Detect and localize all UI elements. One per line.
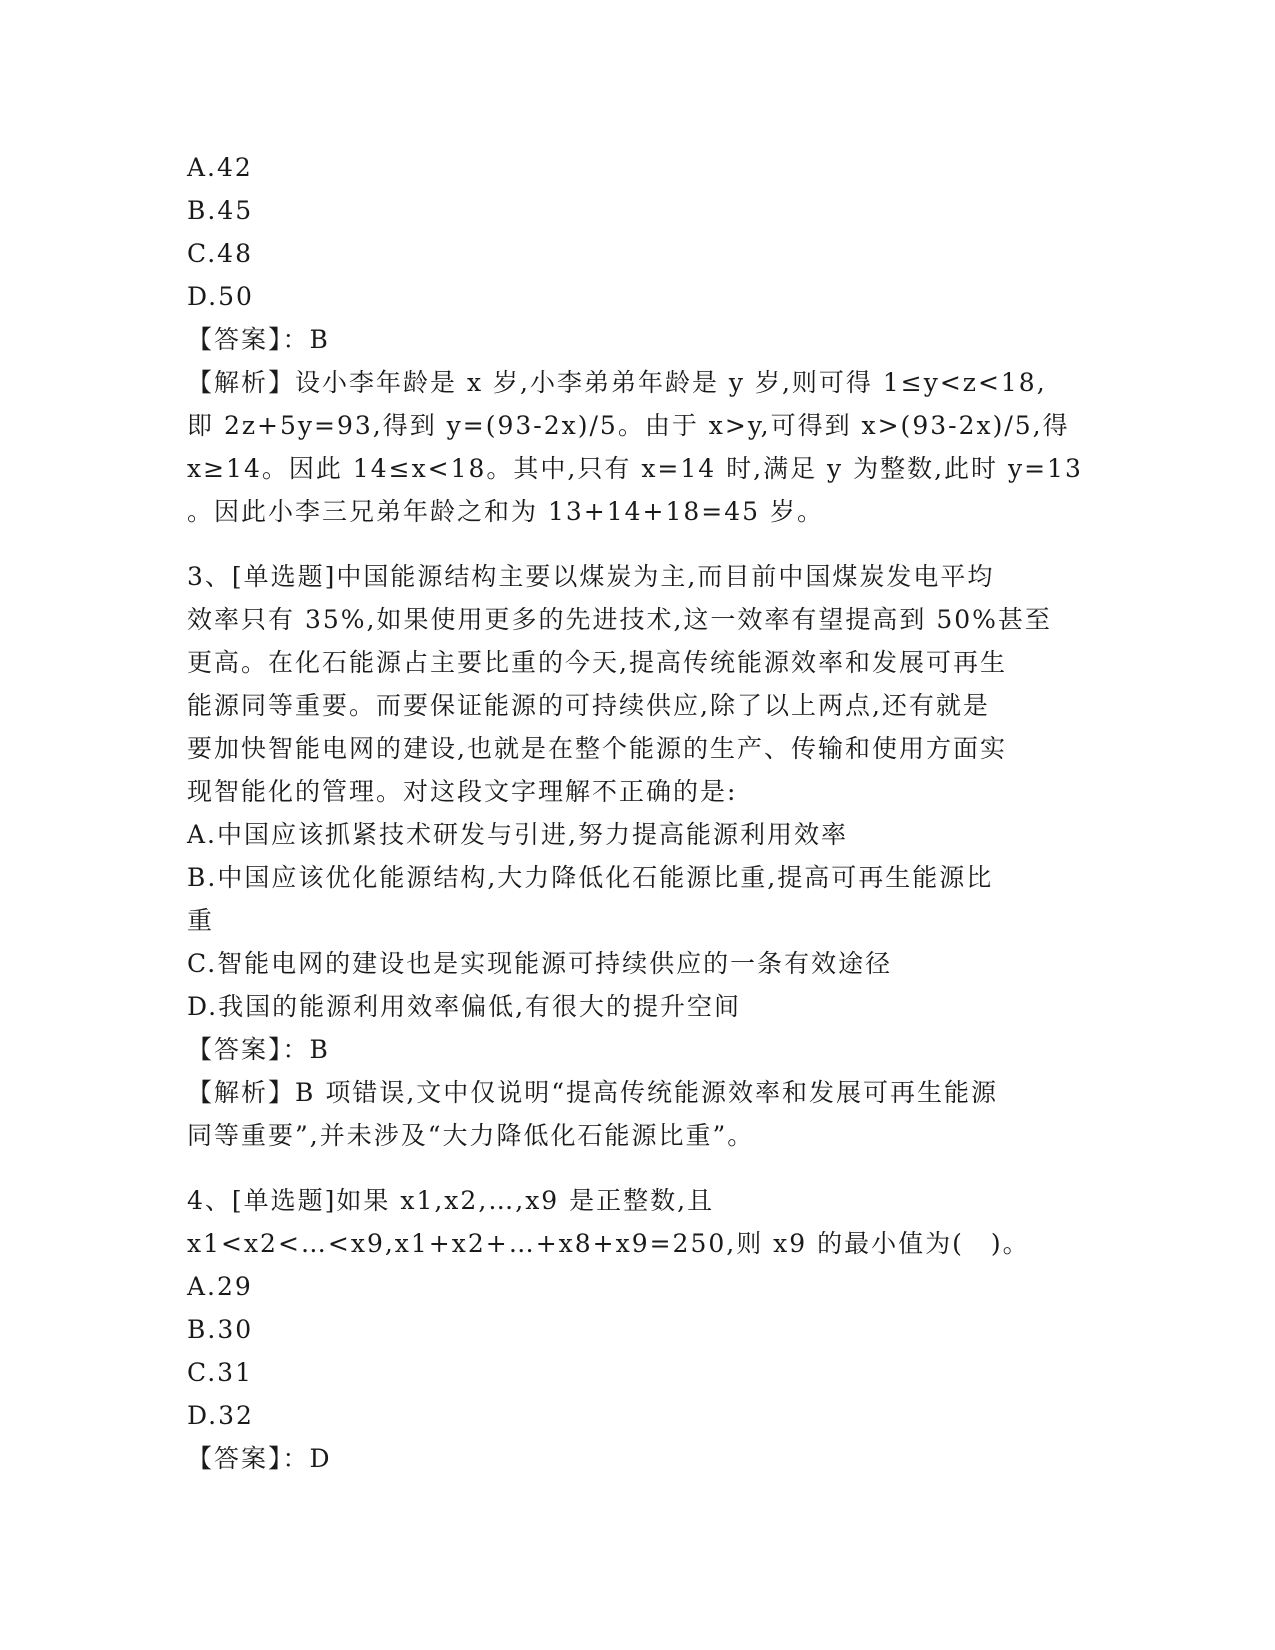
analysis-line: 即 2z+5y=93,得到 y=(93-2x)/5。由于 x>y,可得到 x>(93-2x)/5,得 — [187, 411, 1070, 440]
document-content — [187, 146, 1087, 1480]
option-b-continued: 重 — [187, 906, 215, 935]
option-d: D.32 — [187, 1401, 254, 1430]
option-d: D.50 — [187, 282, 254, 311]
option-a: A.42 — [187, 153, 253, 182]
spacer — [187, 533, 1087, 555]
option-d: D.我国的能源利用效率偏低,有很大的提升空间 — [187, 992, 742, 1021]
question-stem-line: 要加快智能电网的建设,也就是在整个能源的生产、传输和使用方面实 — [187, 734, 1007, 763]
answer: 【答案】：B — [187, 1035, 330, 1064]
option-b: B.中国应该优化能源结构,大力降低化石能源比重,提高可再生能源比 — [187, 863, 994, 892]
answer: 【答案】：B — [187, 325, 330, 354]
option-c: C.48 — [187, 239, 253, 268]
question-stem-line: 效率只有 35%,如果使用更多的先进技术,这一效率有望提高到 50%甚至 — [187, 605, 1052, 634]
question-stem-line: 更高。在化石能源占主要比重的今天,提高传统能源效率和发展可再生 — [187, 648, 1007, 677]
analysis-line: 【解析】B 项错误,文中仅说明“提高传统能源效率和发展可再生能源 — [187, 1078, 999, 1107]
option-a: A.中国应该抓紧技术研发与引进,努力提高能源利用效率 — [187, 820, 848, 849]
analysis-line: 【解析】设小李年龄是 x 岁,小李弟弟年龄是 y 岁,则可得 1≤y<z<18, — [187, 368, 1047, 397]
question-stem-line: 现智能化的管理。对这段文字理解不正确的是: — [187, 777, 738, 806]
question-4 — [187, 1179, 1087, 1480]
question-2 — [187, 146, 1087, 533]
option-b: B.45 — [187, 196, 254, 225]
answer: 【答案】：D — [187, 1444, 332, 1473]
analysis-line: x≥14。因此 14≤x<18。其中,只有 x=14 时,满足 y 为整数,此时 y=13 — [187, 454, 1083, 483]
analysis-line: 。因此小李三兄弟年龄之和为 13+14+18=45 岁。 — [187, 497, 824, 526]
question-3 — [187, 555, 1087, 1157]
option-c: C.31 — [187, 1358, 253, 1387]
analysis-line: 同等重要”,并未涉及“大力降低化石能源比重”。 — [187, 1121, 755, 1150]
option-a: A.29 — [187, 1272, 253, 1301]
question-stem-line: x1<x2<…<x9,x1+x2+…+x8+x9=250,则 x9 的最小值为( )。 — [187, 1229, 1030, 1258]
question-stem-line: 3、[单选题]中国能源结构主要以煤炭为主,而目前中国煤炭发电平均 — [187, 562, 995, 591]
spacer — [187, 1157, 1087, 1179]
question-stem-line: 4、[单选题]如果 x1,x2,…,x9 是正整数,且 — [187, 1186, 715, 1215]
option-c: C.智能电网的建设也是实现能源可持续供应的一条有效途径 — [187, 949, 893, 978]
option-b: B.30 — [187, 1315, 254, 1344]
question-stem-line: 能源同等重要。而要保证能源的可持续供应,除了以上两点,还有就是 — [187, 691, 990, 720]
